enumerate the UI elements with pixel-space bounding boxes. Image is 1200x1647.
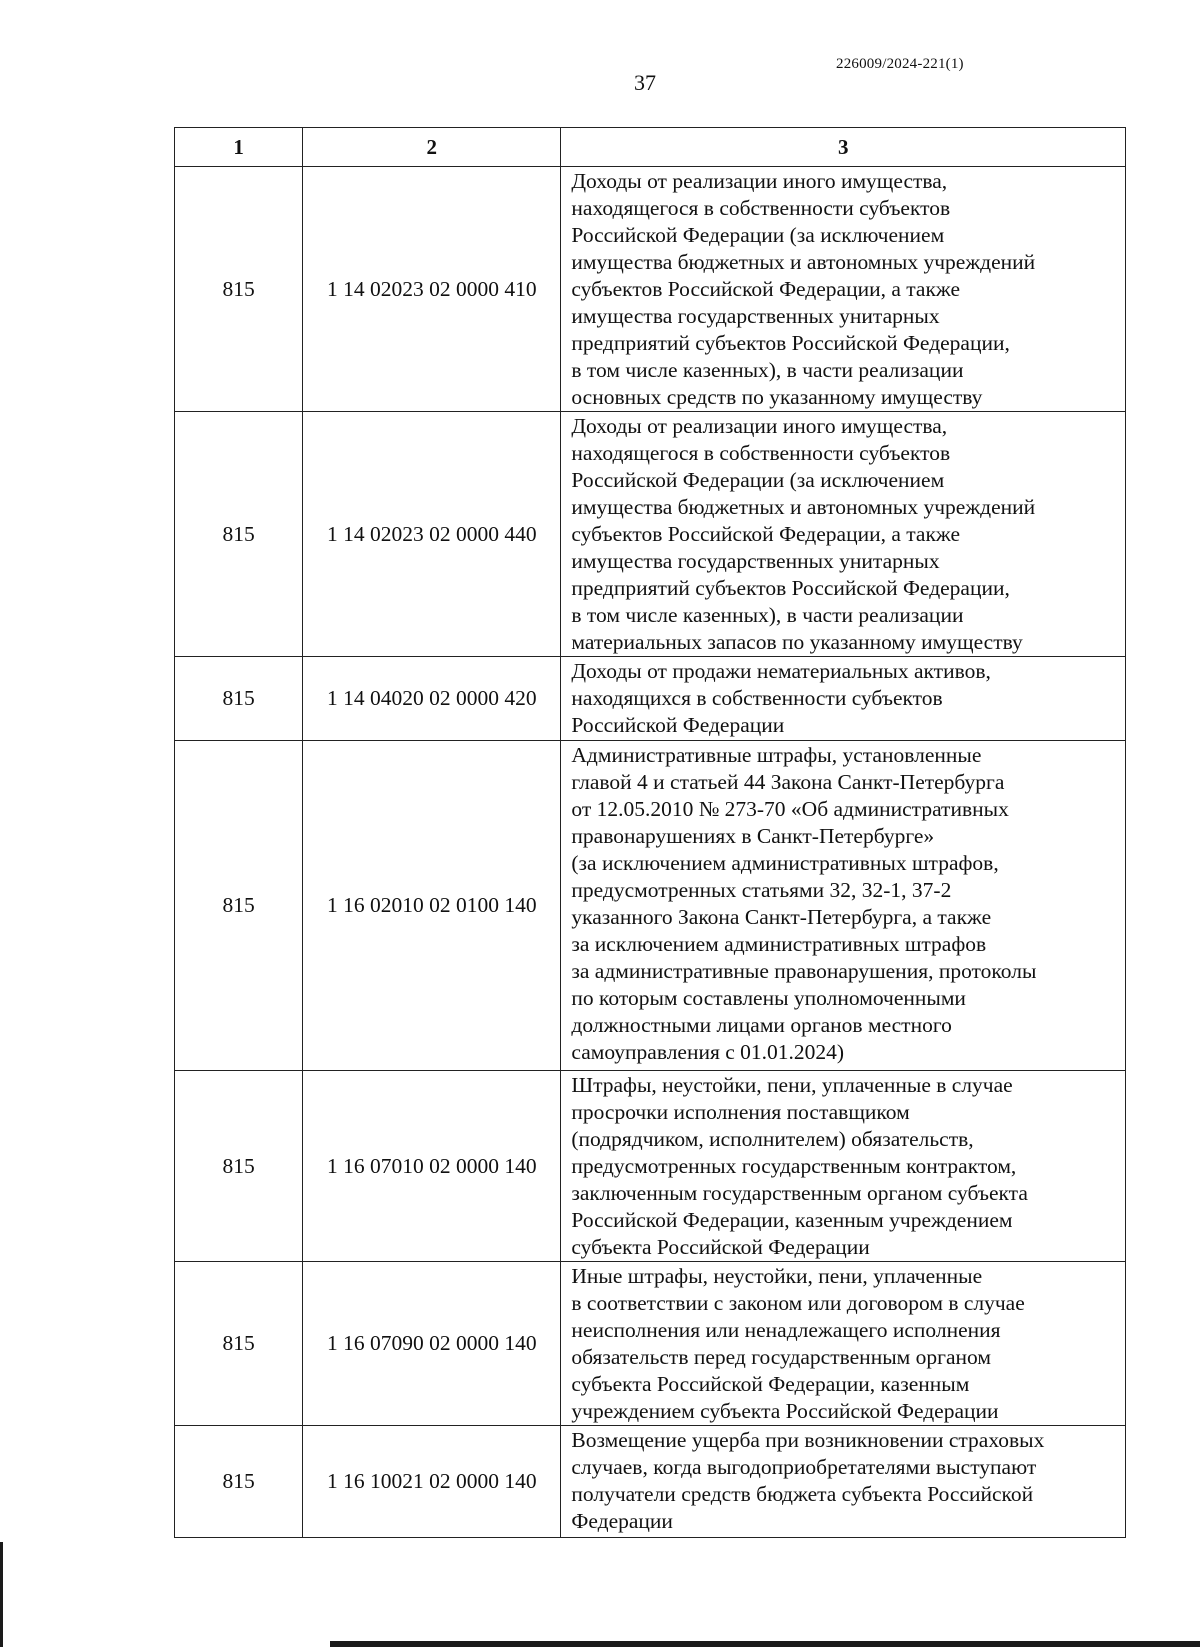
admin-code-cell: 815	[175, 657, 303, 741]
revenue-description-text: Иные штрафы, неустойки, пени, уплаченные в соответствии с законом или договором в случае неисполнения или ненадлежащего исполнения обязательств перед государственным органом субъекта Российской Федерации, казенным учреждением субъекта Российской Федерации	[571, 1264, 1025, 1423]
admin-code-cell: 815	[175, 1071, 303, 1262]
admin-code-cell: 815	[175, 1262, 303, 1426]
revenue-description-text: Штрафы, неустойки, пени, уплаченные в случае просрочки исполнения поставщиком (подрядчиком, исполнителем) обязательств, предусмотренных государственным контрактом, заключенным государственным органом субъекта Российской Федерации, казенным учреждением субъекта Российской Федерации	[571, 1073, 1028, 1259]
document-registration-number: 226009/2024-221(1)	[836, 56, 964, 72]
admin-code-cell: 815	[175, 167, 303, 412]
scan-edge-left	[0, 1542, 3, 1647]
table-header-row	[175, 128, 1126, 167]
table-row	[175, 412, 1126, 657]
table-row	[175, 1262, 1126, 1426]
admin-code-cell: 815	[175, 741, 303, 1071]
budget-classification-code-cell: 1 14 04020 02 0000 420	[303, 657, 561, 741]
revenue-description-cell	[561, 741, 1126, 1071]
budget-classification-code-cell: 1 14 02023 02 0000 410	[303, 167, 561, 412]
table-row	[175, 167, 1126, 412]
admin-code-cell: 815	[175, 412, 303, 657]
revenue-description-text: Административные штрафы, установленные главой 4 и статьей 44 Закона Санкт-Петербурга от 12.05.2010 № 273-70 «Об административных правонарушениях в Санкт-Петербурге» (за исключением административных штрафов, предусмотренных статьями 32, 32-1, 37-2 указанного Закона Санкт-Петербурга, а также за исключением административных штрафов за административные правонарушения, протоколы по которым составлены уполномоченными должностными лицами органов местного самоуправления с 01.01.2024)	[571, 743, 1037, 1064]
revenue-description-text: Доходы от реализации иного имущества, находящегося в собственности субъектов Российской Федерации (за исключением имущества бюджетных и автономных учреждений субъектов Российской Федерации, а также имущества государственных унитарных предприятий субъектов Российской Федерации, в том числе казенных), в части реализации материальных запасов по указанному имуществу	[571, 414, 1036, 654]
budget-classification-code-cell: 1 16 02010 02 0100 140	[303, 741, 561, 1071]
revenue-description-cell	[561, 657, 1126, 741]
table-row	[175, 1071, 1126, 1262]
budget-classification-code-cell: 1 16 07010 02 0000 140	[303, 1071, 561, 1262]
revenue-description-cell	[561, 1071, 1126, 1262]
budget-classification-code-cell: 1 14 02023 02 0000 440	[303, 412, 561, 657]
table-row	[175, 657, 1126, 741]
revenue-description-cell	[561, 167, 1126, 412]
revenue-codes-table	[174, 127, 1126, 1538]
table-body	[175, 167, 1126, 1538]
revenue-description-cell	[561, 1262, 1126, 1426]
page-number: 37	[634, 70, 656, 95]
revenue-description-text: Доходы от продажи нематериальных активов, находящихся в собственности субъектов Российской Федерации	[571, 659, 991, 737]
admin-code-cell: 815	[175, 1426, 303, 1538]
column-header-3: 3	[561, 128, 1126, 167]
revenue-description-cell	[561, 412, 1126, 657]
column-header-2: 2	[303, 128, 561, 167]
revenue-description-text: Доходы от реализации иного имущества, находящегося в собственности субъектов Российской Федерации (за исключением имущества бюджетных и автономных учреждений субъектов Российской Федерации, а также имущества государственных унитарных предприятий субъектов Российской Федерации, в том числе казенных), в части реализации основных средств по указанному имуществу	[571, 169, 1036, 409]
revenue-description-cell	[561, 1426, 1126, 1538]
column-header-1: 1	[175, 128, 303, 167]
table-row	[175, 741, 1126, 1071]
scan-edge-bottom	[330, 1641, 1200, 1647]
revenue-description-text: Возмещение ущерба при возникновении страховых случаев, когда выгодоприобретателями выступают получатели средств бюджета субъекта Российской Федерации	[571, 1428, 1045, 1533]
budget-classification-code-cell: 1 16 10021 02 0000 140	[303, 1426, 561, 1538]
table-row	[175, 1426, 1126, 1538]
budget-classification-code-cell: 1 16 07090 02 0000 140	[303, 1262, 561, 1426]
table-header	[175, 128, 1126, 167]
